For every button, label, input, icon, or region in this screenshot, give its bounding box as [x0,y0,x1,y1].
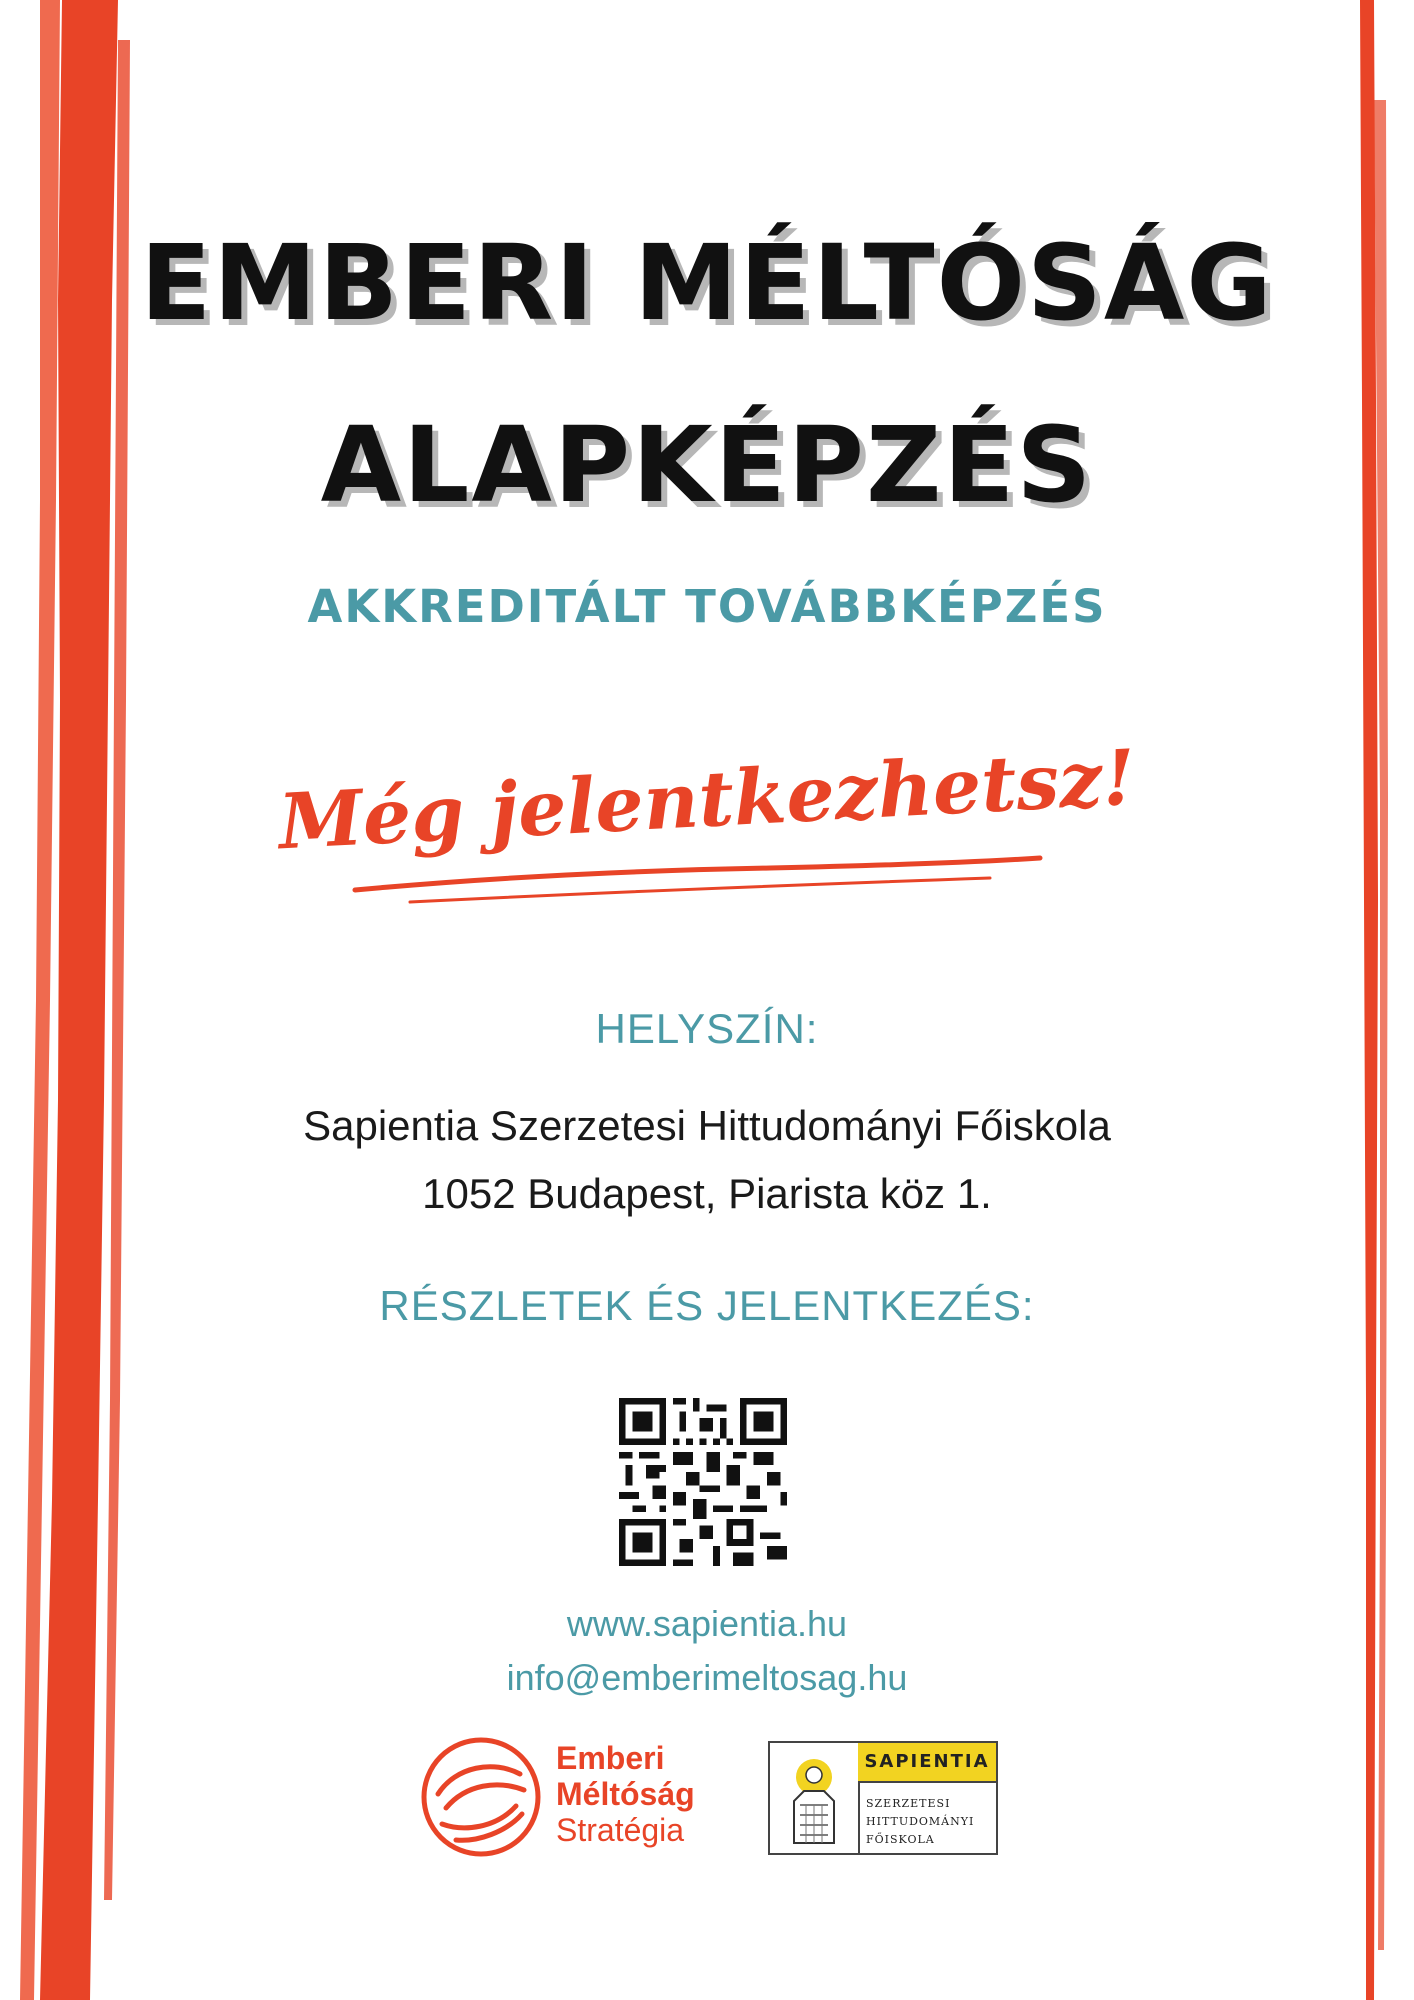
sapientia-logo [768,1741,998,1855]
sapientia-line-3: FŐISKOLA [866,1833,935,1846]
location-label: HELYSZÍN: [595,1005,819,1052]
details-label: RÉSZLETEK ÉS JELENTKEZÉS: [379,1282,1035,1329]
emberi-meltosag-strategia-logo [416,1732,716,1862]
seal-icon [770,1743,860,1853]
logo-text-line-1: Emberi [556,1740,665,1776]
subtitle: AKKREDITÁLT TOVÁBBKÉPZÉS [307,580,1107,633]
sapientia-band: SAPIENTIA [858,1743,996,1783]
email-link[interactable]: info@emberimeltosag.hu [506,1657,908,1698]
sapientia-line-2: HITTUDOMÁNYI [866,1815,975,1828]
callout-underline [350,850,1050,910]
location-name: Sapientia Szerzetesi Hittudományi Főiskola [303,1102,1111,1149]
logo-text-line-2: Méltóság [556,1776,695,1812]
location-address: 1052 Budapest, Piarista köz 1. [422,1170,992,1217]
website-link[interactable]: www.sapientia.hu [566,1603,848,1644]
title-line-1: EMBERI MÉLTÓSÁG [140,222,1274,344]
qr-code[interactable] [619,1398,787,1566]
hands-circle-icon [416,1732,546,1862]
sapientia-line-1: SZERZETESI [866,1797,951,1810]
title-line-2: ALAPKÉPZÉS [320,404,1094,526]
logo-text-line-3: Stratégia [556,1812,685,1848]
registration-callout: Még jelentkezhetsz! [276,732,1138,867]
